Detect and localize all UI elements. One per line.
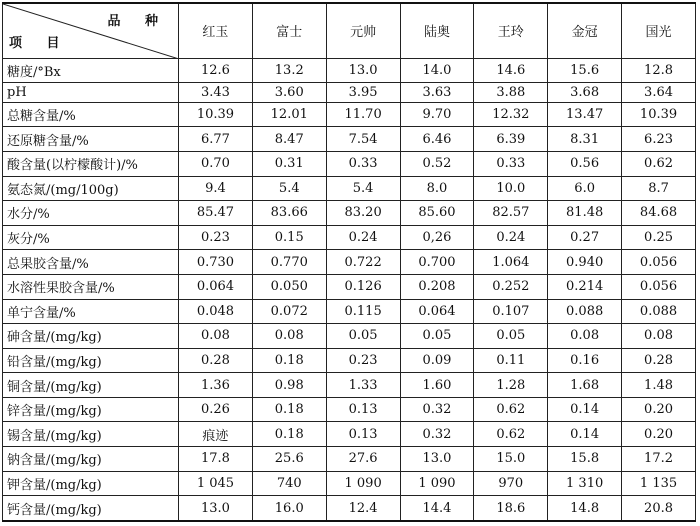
value-cell: 15.6 [548,58,622,83]
value-cell: 6.23 [622,127,696,152]
value-cell: 14.6 [474,58,548,83]
variety-header: 陆奥 [400,3,474,58]
value-cell: 3.43 [179,83,253,103]
value-cell: 0.08 [548,324,622,349]
value-cell: 0.08 [252,324,326,349]
value-cell: 3.68 [548,83,622,103]
value-cell: 0.08 [179,324,253,349]
value-cell: 0.62 [474,397,548,422]
value-cell: 0.722 [326,250,400,275]
table-row [3,397,696,422]
row-label: 钙含量/(mg/kg) [3,496,179,521]
value-cell: 1.33 [326,373,400,398]
value-cell: 0.98 [252,373,326,398]
value-cell: 8.31 [548,127,622,152]
row-label: 单宁含量/% [3,299,179,324]
value-cell: 14.4 [400,496,474,521]
table-row [3,102,696,127]
table-body [3,58,696,521]
value-cell: 1 090 [326,471,400,496]
row-label: 氨态氮/(mg/100g) [3,176,179,201]
value-cell: 0.32 [400,397,474,422]
variety-header: 元帅 [326,3,400,58]
value-cell: 10.39 [622,102,696,127]
composition-table-wrapper [2,2,696,522]
row-label: 灰分/% [3,225,179,250]
value-cell: 0.23 [326,348,400,373]
value-cell: 0.24 [474,225,548,250]
table-row [3,127,696,152]
variety-header: 王玲 [474,3,548,58]
value-cell: 13.2 [252,58,326,83]
value-cell: 1.36 [179,373,253,398]
row-label: 还原糖含量/% [3,127,179,152]
value-cell: 20.8 [622,496,696,521]
value-cell: 1.60 [400,373,474,398]
value-cell: 0.048 [179,299,253,324]
value-cell: 0.32 [400,422,474,447]
row-label: 锌含量/(mg/kg) [3,397,179,422]
value-cell: 0.05 [326,324,400,349]
table-row [3,250,696,275]
value-cell: 0.31 [252,151,326,176]
value-cell: 5.4 [252,176,326,201]
value-cell: 0.33 [474,151,548,176]
table-row [3,151,696,176]
row-label: 锡含量/(mg/kg) [3,422,179,447]
value-cell: 0.25 [622,225,696,250]
value-cell: 6.46 [400,127,474,152]
value-cell: 84.68 [622,201,696,226]
value-cell: 1.48 [622,373,696,398]
value-cell: 25.6 [252,447,326,472]
value-cell: 0.16 [548,348,622,373]
value-cell: 0,26 [400,225,474,250]
value-cell: 3.60 [252,83,326,103]
value-cell: 0.28 [179,348,253,373]
table-row [3,274,696,299]
variety-header: 金冠 [548,3,622,58]
value-cell: 0.088 [548,299,622,324]
value-cell: 0.126 [326,274,400,299]
value-cell: 16.0 [252,496,326,521]
table-row [3,58,696,83]
value-cell: 0.18 [252,397,326,422]
table-row [3,373,696,398]
value-cell: 0.13 [326,397,400,422]
row-label: 酸含量(以柠檬酸计)/% [3,151,179,176]
value-cell: 痕迹 [179,422,253,447]
value-cell: 0.14 [548,422,622,447]
value-cell: 1.064 [474,250,548,275]
value-cell: 1 135 [622,471,696,496]
value-cell: 1.28 [474,373,548,398]
value-cell: 0.18 [252,422,326,447]
value-cell: 6.39 [474,127,548,152]
value-cell: 8.0 [400,176,474,201]
row-label: 总果胶含量/% [3,250,179,275]
value-cell: 1 310 [548,471,622,496]
value-cell: 10.0 [474,176,548,201]
table-row [3,225,696,250]
value-cell: 85.47 [179,201,253,226]
value-cell: 3.88 [474,83,548,103]
value-cell: 0.056 [622,274,696,299]
value-cell: 14.0 [400,58,474,83]
value-cell: 0.11 [474,348,548,373]
value-cell: 0.05 [474,324,548,349]
value-cell: 6.77 [179,127,253,152]
value-cell: 0.064 [400,299,474,324]
row-label: pH [3,83,179,103]
table-row [3,496,696,521]
value-cell: 740 [252,471,326,496]
value-cell: 0.70 [179,151,253,176]
value-cell: 13.0 [326,58,400,83]
variety-header: 国光 [622,3,696,58]
value-cell: 6.0 [548,176,622,201]
row-label: 总糖含量/% [3,102,179,127]
value-cell: 0.15 [252,225,326,250]
row-label: 钠含量/(mg/kg) [3,447,179,472]
value-cell: 1.68 [548,373,622,398]
value-cell: 0.20 [622,397,696,422]
header-row [3,3,696,58]
value-cell: 82.57 [474,201,548,226]
row-label: 钾含量/(mg/kg) [3,471,179,496]
table-row [3,176,696,201]
value-cell: 0.62 [622,151,696,176]
value-cell: 18.6 [474,496,548,521]
table-row [3,324,696,349]
value-cell: 0.214 [548,274,622,299]
value-cell: 0.52 [400,151,474,176]
value-cell: 0.252 [474,274,548,299]
value-cell: 12.6 [179,58,253,83]
value-cell: 14.8 [548,496,622,521]
value-cell: 0.208 [400,274,474,299]
value-cell: 27.6 [326,447,400,472]
row-label: 糖度/°Bx [3,58,179,83]
value-cell: 0.700 [400,250,474,275]
value-cell: 5.4 [326,176,400,201]
value-cell: 970 [474,471,548,496]
value-cell: 13.0 [179,496,253,521]
value-cell: 0.26 [179,397,253,422]
column-header-label: 品 种 [107,14,168,29]
value-cell: 13.47 [548,102,622,127]
value-cell: 0.107 [474,299,548,324]
value-cell: 12.8 [622,58,696,83]
row-header-label: 项 目 [9,35,70,51]
value-cell: 0.62 [474,422,548,447]
table-row [3,83,696,103]
value-cell: 0.23 [179,225,253,250]
value-cell: 10.39 [179,102,253,127]
value-cell: 0.115 [326,299,400,324]
row-label: 砷含量/(mg/kg) [3,324,179,349]
value-cell: 3.64 [622,83,696,103]
value-cell: 12.01 [252,102,326,127]
value-cell: 0.56 [548,151,622,176]
value-cell: 7.54 [326,127,400,152]
value-cell: 81.48 [548,201,622,226]
table-row [3,201,696,226]
table-row [3,422,696,447]
value-cell: 0.09 [400,348,474,373]
value-cell: 1 090 [400,471,474,496]
corner-cell [3,3,179,58]
value-cell: 8.7 [622,176,696,201]
table-row [3,348,696,373]
value-cell: 0.056 [622,250,696,275]
value-cell: 0.08 [622,324,696,349]
value-cell: 85.60 [400,201,474,226]
value-cell: 1 045 [179,471,253,496]
value-cell: 15.8 [548,447,622,472]
value-cell: 13.0 [400,447,474,472]
value-cell: 0.33 [326,151,400,176]
value-cell: 9.4 [179,176,253,201]
value-cell: 9.70 [400,102,474,127]
value-cell: 15.0 [474,447,548,472]
value-cell: 12.4 [326,496,400,521]
table-row [3,471,696,496]
value-cell: 3.63 [400,83,474,103]
value-cell: 83.66 [252,201,326,226]
variety-header: 红玉 [179,3,253,58]
table-row [3,447,696,472]
value-cell: 17.8 [179,447,253,472]
value-cell: 0.064 [179,274,253,299]
composition-table [2,2,696,522]
value-cell: 0.28 [622,348,696,373]
value-cell: 0.770 [252,250,326,275]
value-cell: 0.05 [400,324,474,349]
row-label: 水溶性果胶含量/% [3,274,179,299]
value-cell: 0.072 [252,299,326,324]
value-cell: 0.18 [252,348,326,373]
variety-header: 富士 [252,3,326,58]
value-cell: 0.14 [548,397,622,422]
value-cell: 0.13 [326,422,400,447]
value-cell: 0.730 [179,250,253,275]
row-label: 水分/% [3,201,179,226]
row-label: 铅含量/(mg/kg) [3,348,179,373]
value-cell: 17.2 [622,447,696,472]
value-cell: 83.20 [326,201,400,226]
value-cell: 0.24 [326,225,400,250]
value-cell: 8.47 [252,127,326,152]
row-label: 铜含量/(mg/kg) [3,373,179,398]
value-cell: 3.95 [326,83,400,103]
table-row [3,299,696,324]
value-cell: 0.050 [252,274,326,299]
value-cell: 0.20 [622,422,696,447]
value-cell: 0.088 [622,299,696,324]
value-cell: 11.70 [326,102,400,127]
value-cell: 0.940 [548,250,622,275]
value-cell: 12.32 [474,102,548,127]
value-cell: 0.27 [548,225,622,250]
